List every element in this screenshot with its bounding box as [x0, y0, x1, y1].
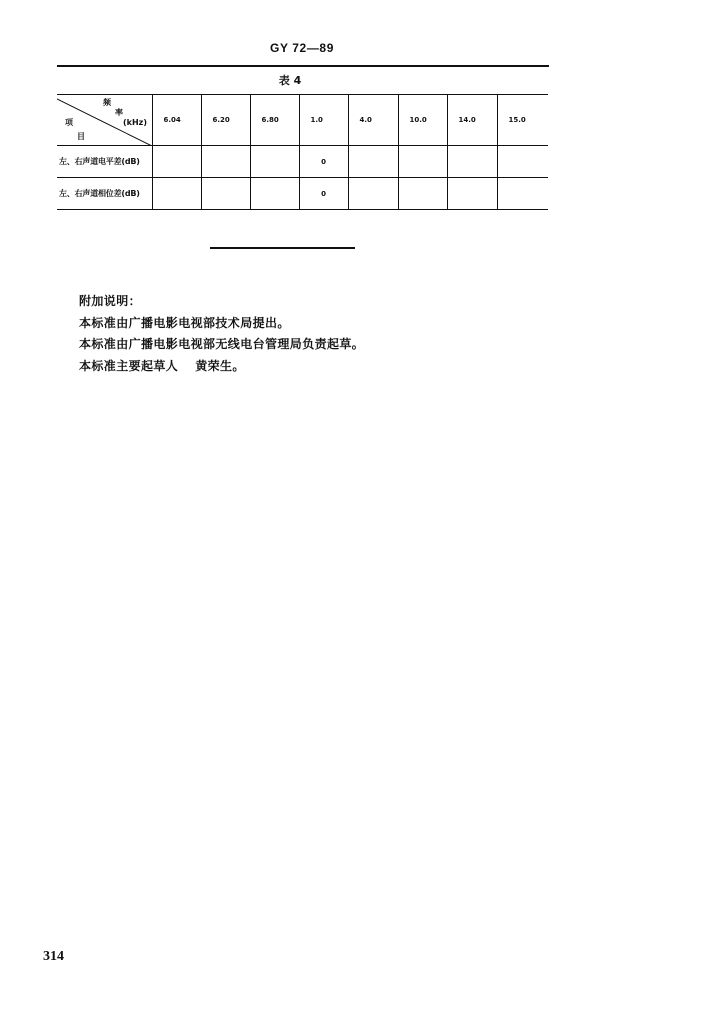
frequency-header: 6.20	[201, 95, 250, 146]
corner-frequency-char-1: 频	[103, 98, 111, 107]
table-cell	[497, 178, 548, 210]
table-cell	[447, 146, 497, 178]
table-cell	[447, 178, 497, 210]
diagonal-header-cell	[57, 95, 152, 146]
table-row	[57, 178, 548, 210]
frequency-header: 4.0	[348, 95, 398, 146]
drafter-label: 本标准主要起草人	[79, 358, 179, 373]
table-cell	[348, 178, 398, 210]
table-cell	[250, 146, 299, 178]
table-caption: 表 4	[278, 74, 302, 87]
table-cell	[497, 146, 548, 178]
table-cell	[398, 178, 447, 210]
table-cell: 0	[299, 146, 348, 178]
table-cell	[152, 146, 201, 178]
corner-frequency-unit: (kHz)	[123, 118, 147, 127]
end-of-standard-rule	[210, 247, 355, 249]
notes-title: 附加说明：	[79, 294, 142, 308]
drafter-name: 黄荣生。	[195, 358, 245, 373]
frequency-header: 1.0	[299, 95, 348, 146]
corner-item-char-1: 项	[65, 118, 73, 127]
standard-code: GY 72—89	[270, 41, 334, 55]
note-line: 本标准由广播电影电视部技术局提出。	[79, 315, 290, 330]
table-cell	[201, 146, 250, 178]
corner-item-char-2: 目	[77, 132, 85, 141]
drafter-line	[79, 356, 479, 378]
table-cell: 0	[299, 178, 348, 210]
frequency-header: 15.0	[497, 95, 548, 146]
frequency-header: 14.0	[447, 95, 497, 146]
row-label: 左、右声道相位差(dB)	[59, 189, 140, 198]
header-rule	[57, 65, 549, 67]
page-number: 314	[43, 949, 64, 964]
note-line: 本标准由广播电影电视部无线电台管理局负责起草。	[79, 337, 365, 351]
row-label: 左、右声道电平差(dB)	[57, 146, 152, 178]
table-cell	[348, 146, 398, 178]
corner-frequency-char-2: 率	[115, 108, 123, 117]
additional-notes	[79, 291, 479, 377]
table-row	[57, 146, 548, 178]
table-cell	[250, 178, 299, 210]
frequency-header: 6.80	[250, 95, 299, 146]
table-4	[57, 94, 548, 210]
table-cell	[201, 178, 250, 210]
frequency-header: 10.0	[398, 95, 447, 146]
frequency-header: 6.04	[152, 95, 201, 146]
table-cell	[398, 146, 447, 178]
table-header-row	[57, 95, 548, 146]
table-cell	[152, 178, 201, 210]
